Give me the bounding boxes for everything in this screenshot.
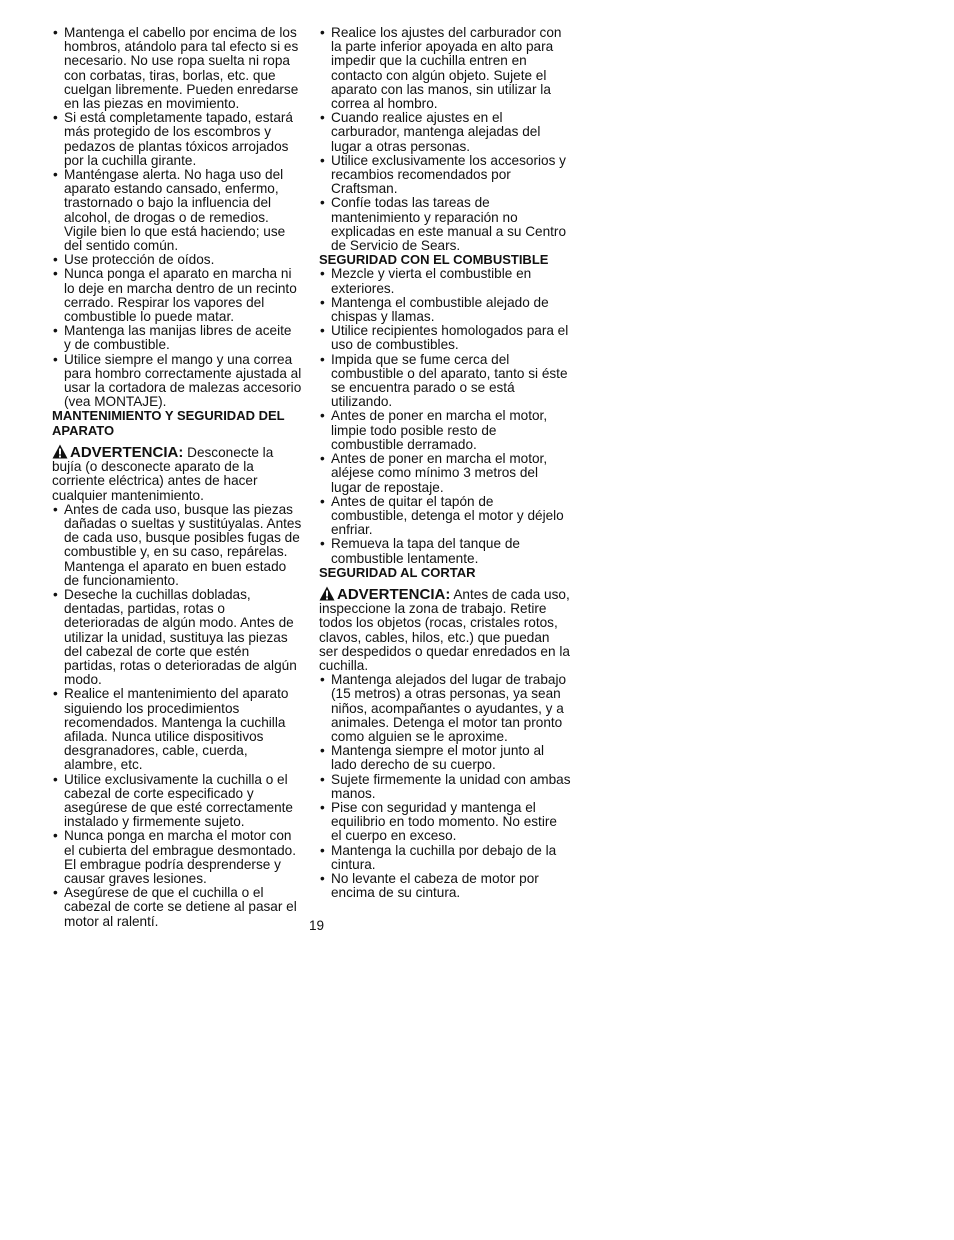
list-item: • Cuando realice ajustes en el carburador, mantenga alejadas del lugar a otras personas.	[319, 111, 571, 154]
list-item: • Mantenga el combustible alejado de chispas y llamas.	[319, 296, 571, 324]
list-item: • Antes de quitar el tapón de combustible, detenga el motor y déjelo enfriar.	[319, 495, 571, 538]
list-item: • Utilice siempre el mango y una correa para hombro correctamente ajustada al usar la cortadora de malezas accesorio (vea MONTAJE).	[52, 353, 302, 410]
list-item: • Pise con seguridad y mantenga el equilibrio en todo momento. No estire el cuerpo en exceso.	[319, 801, 571, 844]
warning-triangle-icon	[319, 586, 335, 601]
warning-text: Desconecte la bujía (o desconecte aparato de la corriente eléctrica) antes de hacer cualquier mantenimiento.	[52, 444, 274, 503]
bullet-list	[52, 503, 302, 929]
warning-label: ADVERTENCIA:	[337, 585, 451, 603]
list-item: • Use protección de oídos.	[52, 253, 302, 267]
list-item: • Mantenga la cuchilla por debajo de la cintura.	[319, 844, 571, 872]
list-item: • Antes de cada uso, busque las piezas dañadas o sueltas y sustitúyalas. Antes de cada uso, busque posibles fugas de combustible y, en su caso, repárelas. Mantenga el aparato en buen estado de funcionamiento.	[52, 503, 302, 588]
list-item: • Manténgase alerta. No haga uso del aparato estando cansado, enfermo, trastornado o bajo la influencia del alcohol, de drogas o de remedios. Vigile bien lo que está haciendo; use del sentido común.	[52, 168, 302, 253]
list-item: • Si está completamente tapado, estará más protegido de los escombros y pedazos de plantas tóxicos arrojados por la cuchilla girante.	[52, 111, 302, 168]
warning-text: Antes de cada uso, inspeccione la zona de trabajo. Retire todos los objetos (rocas, cristales rotos, clavos, cables, hilos, etc.) que puedan ser despedidos o quedar enredados en la cuchilla.	[319, 586, 570, 673]
page-number: 19	[309, 918, 325, 933]
list-item: • Nunca ponga el aparato en marcha ni lo deje en marcha dentro de un recinto cerrado. Respirar los vapores del combustible lo puede matar.	[52, 267, 302, 324]
list-item: • Realice los ajustes del carburador con la parte inferior apoyada en alto para impedir que la cuchilla entren en contacto con algún objeto. Sujete el aparato con las manos, sin utilizar la correa al hombro.	[319, 26, 571, 111]
list-item: • Mantenga el cabello por encima de los hombros, atándolo para tal efecto si es necesario. No use ropa suelta ni ropa con corbatas, tiras, borlas, etc. que cuelgan libremente. Pueden enredarse en las piezas en movimiento.	[52, 26, 302, 111]
section-heading-maintenance: MANTENIMIENTO Y SEGURIDAD DEL APARATO	[52, 408, 285, 438]
list-item: • Impida que se fume cerca del combustible o del aparato, tanto si éste se encuentra parado o se está utilizando.	[319, 353, 571, 410]
list-item: • Utilice recipientes homologados para el uso de combustibles.	[319, 324, 571, 352]
list-item: • Sujete firmemente la unidad con ambas manos.	[319, 773, 571, 801]
list-item: • Antes de poner en marcha el motor, limpie todo posible resto de combustible derramado.	[319, 409, 571, 452]
bullet-list	[52, 26, 302, 409]
right-column	[319, 26, 571, 900]
warning-label: ADVERTENCIA:	[70, 443, 184, 461]
list-item: • Mezcle y vierta el combustible en exteriores.	[319, 267, 571, 295]
warning-cutting	[319, 586, 571, 673]
warning-triangle-icon	[52, 444, 68, 459]
list-item: • Utilice exclusivamente la cuchilla o el cabezal de corte especificado y asegúrese de que esté correctamente instalado y firmemente sujeto.	[52, 773, 302, 830]
list-item: • Antes de poner en marcha el motor, aléjese como mínimo 3 metros del lugar de repostaje.	[319, 452, 571, 495]
list-item: • Confíe todas las tareas de mantenimiento y reparación no explicadas en este manual a su Centro de Servicio de Sears.	[319, 196, 571, 253]
list-item: • No levante el cabeza de motor por encima de su cintura.	[319, 872, 571, 900]
list-item: • Realice el mantenimiento del aparato siguiendo los procedimientos recomendados. Mantenga la cuchilla afilada. Nunca utilice dispositivos desgranadores, cable, cuerda, alambre, etc.	[52, 687, 302, 772]
list-item: • Mantenga siempre el motor junto al lado derecho de su cuerpo.	[319, 744, 571, 772]
left-column	[52, 26, 302, 929]
warning-maintenance	[52, 444, 302, 503]
bullet-list	[319, 267, 571, 565]
list-item: • Mantenga las manijas libres de aceite y de combustible.	[52, 324, 302, 352]
list-item: • Mantenga alejados del lugar de trabajo (15 metros) a otras personas, ya sean niños, acompañantes o ayudantes, y a animales. Detenga el motor tan pronto como alguien se le aproxime.	[319, 673, 571, 744]
section-heading-fuel: SEGURIDAD CON EL COMBUSTIBLE	[319, 252, 549, 268]
list-item: • Asegúrese de que el cuchilla o el cabezal de corte se detiene al pasar el motor al ralentí.	[52, 886, 302, 929]
bullet-list	[319, 673, 571, 900]
list-item: • Deseche la cuchillas dobladas, dentadas, partidas, rotas o deterioradas de algún modo. Antes de utilizar la unidad, sustituya las piezas del cabezal de corte que estén partidas, rotas o deterioradas de algún modo.	[52, 588, 302, 687]
list-item: • Nunca ponga en marcha el motor con el cubierta del embrague desmontado. El embrague podría desprenderse y causar graves lesiones.	[52, 829, 302, 886]
bullet-list	[319, 26, 571, 253]
list-item: • Remueva la tapa del tanque de combustible lentamente.	[319, 537, 571, 565]
list-item: • Utilice exclusivamente los accesorios y recambios recomendados por Craftsman.	[319, 154, 571, 197]
section-heading-cutting: SEGURIDAD AL CORTAR	[319, 564, 476, 580]
